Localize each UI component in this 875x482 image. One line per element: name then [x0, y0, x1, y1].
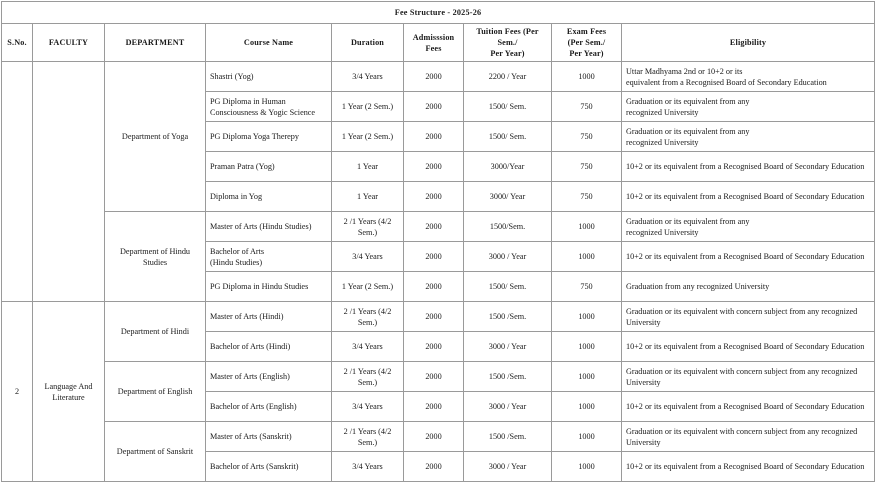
- cell-tuition-fees: 3000 / Year: [464, 242, 552, 272]
- cell-duration-line1: 2 /1 Years (4/2: [343, 306, 392, 316]
- cell-duration: 1 Year (2 Sem.): [332, 92, 404, 122]
- cell-admission-fees: 2000: [404, 212, 464, 242]
- cell-eligibility: [622, 62, 875, 92]
- table-header: [2, 2, 875, 62]
- cell-eligibility: [622, 422, 875, 452]
- cell-exam-fees: 1000: [552, 422, 622, 452]
- cell-department: Department of Sanskrit: [105, 422, 206, 482]
- cell-exam-fees: 750: [552, 272, 622, 302]
- cell-exam-fees: 750: [552, 122, 622, 152]
- column-header-course-name: Course Name: [206, 24, 332, 62]
- cell-course-name: [206, 92, 332, 122]
- cell-course-name: Diploma in Yog: [206, 182, 332, 212]
- cell-department: Department of Hindu Studies: [105, 212, 206, 302]
- cell-tuition-fees: 3000 / Year: [464, 332, 552, 362]
- cell-eligibility: 10+2 or its equivalent from a Recognised Board of Secondary Education: [622, 152, 875, 182]
- cell-duration-line1: 2 /1 Years (4/2: [343, 216, 392, 226]
- cell-duration-line2: Sem.): [357, 377, 378, 387]
- title-row: [2, 2, 875, 24]
- cell-eligibility-line1: Uttar Madhyama 2nd or 10+2 or its: [626, 66, 743, 76]
- cell-course-name: PG Diploma in Hindu Studies: [206, 272, 332, 302]
- cell-tuition-fees: 1500 /Sem.: [464, 422, 552, 452]
- exam-fees-line1: Exam Fees: [566, 27, 607, 36]
- cell-eligibility: [622, 122, 875, 152]
- cell-tuition-fees: 3000/Year: [464, 152, 552, 182]
- column-header-admission-fees: [404, 24, 464, 62]
- cell-eligibility: [622, 302, 875, 332]
- cell-course-name: [206, 242, 332, 272]
- table-row: [2, 62, 875, 92]
- cell-eligibility: 10+2 or its equivalent from a Recognised Board of Secondary Education: [622, 452, 875, 482]
- cell-eligibility-line1: Graduation or its equivalent with concern subject from any recognized: [626, 306, 858, 316]
- cell-duration: 1 Year (2 Sem.): [332, 122, 404, 152]
- exam-fees-line2: (Per Sem./: [567, 38, 606, 48]
- cell-tuition-fees: 1500/ Sem.: [464, 122, 552, 152]
- cell-exam-fees: 1000: [552, 452, 622, 482]
- cell-eligibility-line1: Graduation or its equivalent with concern subject from any recognized: [626, 366, 858, 376]
- cell-course-name: Bachelor of Arts (Sanskrit): [206, 452, 332, 482]
- cell-eligibility-line1: Graduation or its equivalent from any: [626, 96, 750, 106]
- cell-exam-fees: 1000: [552, 332, 622, 362]
- cell-eligibility: [622, 362, 875, 392]
- faculty-line1: Language And: [44, 381, 93, 391]
- cell-exam-fees: 750: [552, 152, 622, 182]
- cell-exam-fees: 750: [552, 92, 622, 122]
- cell-eligibility-line2: recognized University: [626, 137, 699, 147]
- cell-exam-fees: 1000: [552, 362, 622, 392]
- cell-duration: [332, 212, 404, 242]
- column-header-exam-fees: [552, 24, 622, 62]
- cell-tuition-fees: 1500/ Sem.: [464, 92, 552, 122]
- cell-duration-line1: 2 /1 Years (4/2: [343, 366, 392, 376]
- cell-duration-line2: Sem.): [357, 437, 378, 447]
- page-title: Fee Structure - 2025-26: [2, 2, 875, 24]
- cell-admission-fees: 2000: [404, 392, 464, 422]
- cell-eligibility-line2: recognized University: [626, 227, 699, 237]
- cell-duration-line2: Sem.): [357, 227, 378, 237]
- cell-duration: [332, 302, 404, 332]
- cell-tuition-fees: 3000 / Year: [464, 392, 552, 422]
- cell-admission-fees: 2000: [404, 362, 464, 392]
- cell-tuition-fees: 3000 / Year: [464, 452, 552, 482]
- cell-duration: 3/4 Years: [332, 332, 404, 362]
- cell-duration: 3/4 Years: [332, 452, 404, 482]
- cell-eligibility: 10+2 or its equivalent from a Recognised Board of Secondary Education: [622, 332, 875, 362]
- cell-eligibility-line2: University: [626, 317, 661, 327]
- cell-eligibility-line1: Graduation or its equivalent with concern subject from any recognized: [626, 426, 858, 436]
- cell-admission-fees: 2000: [404, 92, 464, 122]
- cell-eligibility-line2: University: [626, 437, 661, 447]
- column-header-eligibility: Eligibility: [622, 24, 875, 62]
- table-row: [2, 212, 875, 242]
- column-header-department: DEPARTMENT: [105, 24, 206, 62]
- cell-course-name-line2: (Hindu Studies): [210, 257, 263, 267]
- cell-course-name-line2: Consciousness & Yogic Science: [210, 107, 316, 117]
- cell-duration: 3/4 Years: [332, 62, 404, 92]
- cell-duration: [332, 362, 404, 392]
- cell-exam-fees: 750: [552, 182, 622, 212]
- cell-course-name: Master of Arts (Sanskrit): [206, 422, 332, 452]
- cell-eligibility: 10+2 or its equivalent from a Recognised Board of Secondary Education: [622, 242, 875, 272]
- cell-admission-fees: 2000: [404, 182, 464, 212]
- cell-exam-fees: 1000: [552, 212, 622, 242]
- cell-sno: 2: [2, 302, 33, 482]
- cell-duration: 1 Year (2 Sem.): [332, 272, 404, 302]
- cell-sno: [2, 62, 33, 302]
- cell-tuition-fees: 1500 /Sem.: [464, 302, 552, 332]
- cell-exam-fees: 1000: [552, 302, 622, 332]
- cell-tuition-fees: 3000/ Year: [464, 182, 552, 212]
- cell-duration: [332, 422, 404, 452]
- cell-course-name: PG Diploma Yoga Therepy: [206, 122, 332, 152]
- cell-faculty: [33, 302, 105, 482]
- cell-exam-fees: 1000: [552, 392, 622, 422]
- exam-fees-line3: Per Year): [569, 49, 604, 59]
- cell-department: Department of Hindi: [105, 302, 206, 362]
- cell-eligibility-line1: Graduation or its equivalent from any: [626, 216, 750, 226]
- cell-faculty: [33, 62, 105, 302]
- tuition-fees-line2: Sem./: [497, 38, 518, 48]
- cell-course-name-line1: PG Diploma in Human: [210, 96, 286, 106]
- cell-course-name: Master of Arts (English): [206, 362, 332, 392]
- cell-admission-fees: 2000: [404, 152, 464, 182]
- table-row: [2, 422, 875, 452]
- cell-admission-fees: 2000: [404, 332, 464, 362]
- cell-eligibility: Graduation from any recognized University: [622, 272, 875, 302]
- cell-admission-fees: 2000: [404, 122, 464, 152]
- cell-admission-fees: 2000: [404, 422, 464, 452]
- cell-tuition-fees: 2200 / Year: [464, 62, 552, 92]
- cell-duration: 1 Year: [332, 182, 404, 212]
- cell-eligibility: [622, 92, 875, 122]
- cell-exam-fees: 1000: [552, 62, 622, 92]
- column-header-faculty: FACULTY: [33, 24, 105, 62]
- tuition-fees-line1: Tuition Fees (Per: [476, 27, 539, 36]
- column-header-tuition-fees: [464, 24, 552, 62]
- cell-tuition-fees: 1500 /Sem.: [464, 362, 552, 392]
- column-header-row: [2, 24, 875, 62]
- cell-course-name: Praman Patra (Yog): [206, 152, 332, 182]
- table-row: [2, 302, 875, 332]
- cell-admission-fees: 2000: [404, 62, 464, 92]
- cell-eligibility-line1: Graduation or its equivalent from any: [626, 126, 750, 136]
- cell-course-name: Shastri (Yog): [206, 62, 332, 92]
- cell-department: Department of English: [105, 362, 206, 422]
- cell-eligibility-line2: University: [626, 377, 661, 387]
- cell-department: Department of Yoga: [105, 62, 206, 212]
- cell-eligibility: 10+2 or its equivalent from a Recognised Board of Secondary Education: [622, 392, 875, 422]
- document-page: [0, 1, 875, 472]
- cell-exam-fees: 1000: [552, 242, 622, 272]
- faculty-line2: Literature: [52, 392, 85, 402]
- cell-course-name: Master of Arts (Hindu Studies): [206, 212, 332, 242]
- cell-course-name: Bachelor of Arts (English): [206, 392, 332, 422]
- cell-admission-fees: 2000: [404, 272, 464, 302]
- cell-tuition-fees: 1500/Sem.: [464, 212, 552, 242]
- admission-fees-line1: Admisssion: [412, 32, 455, 42]
- cell-tuition-fees: 1500/ Sem.: [464, 272, 552, 302]
- cell-admission-fees: 2000: [404, 302, 464, 332]
- cell-duration: 1 Year: [332, 152, 404, 182]
- table-row: [2, 362, 875, 392]
- cell-eligibility: [622, 212, 875, 242]
- cell-eligibility-line2: recognized University: [626, 107, 699, 117]
- cell-eligibility-line2: equivalent from a Recognised Board of Secondary Education: [626, 77, 827, 87]
- column-header-sno: S.No.: [2, 24, 33, 62]
- cell-duration-line1: 2 /1 Years (4/2: [343, 426, 392, 436]
- admission-fees-line2: Fees: [425, 43, 442, 53]
- cell-admission-fees: 2000: [404, 242, 464, 272]
- fee-structure-table: [1, 1, 875, 482]
- cell-course-name: Bachelor of Arts (Hindi): [206, 332, 332, 362]
- cell-admission-fees: 2000: [404, 452, 464, 482]
- cell-duration: 3/4 Years: [332, 242, 404, 272]
- tuition-fees-line3: Per Year): [490, 49, 525, 59]
- table-body: [2, 62, 875, 482]
- cell-eligibility: 10+2 or its equivalent from a Recognised Board of Secondary Education: [622, 182, 875, 212]
- cell-duration: 3/4 Years: [332, 392, 404, 422]
- column-header-duration: Duration: [332, 24, 404, 62]
- cell-course-name-line1: Bachelor of Arts: [210, 246, 265, 256]
- cell-course-name: Master of Arts (Hindi): [206, 302, 332, 332]
- cell-duration-line2: Sem.): [357, 317, 378, 327]
